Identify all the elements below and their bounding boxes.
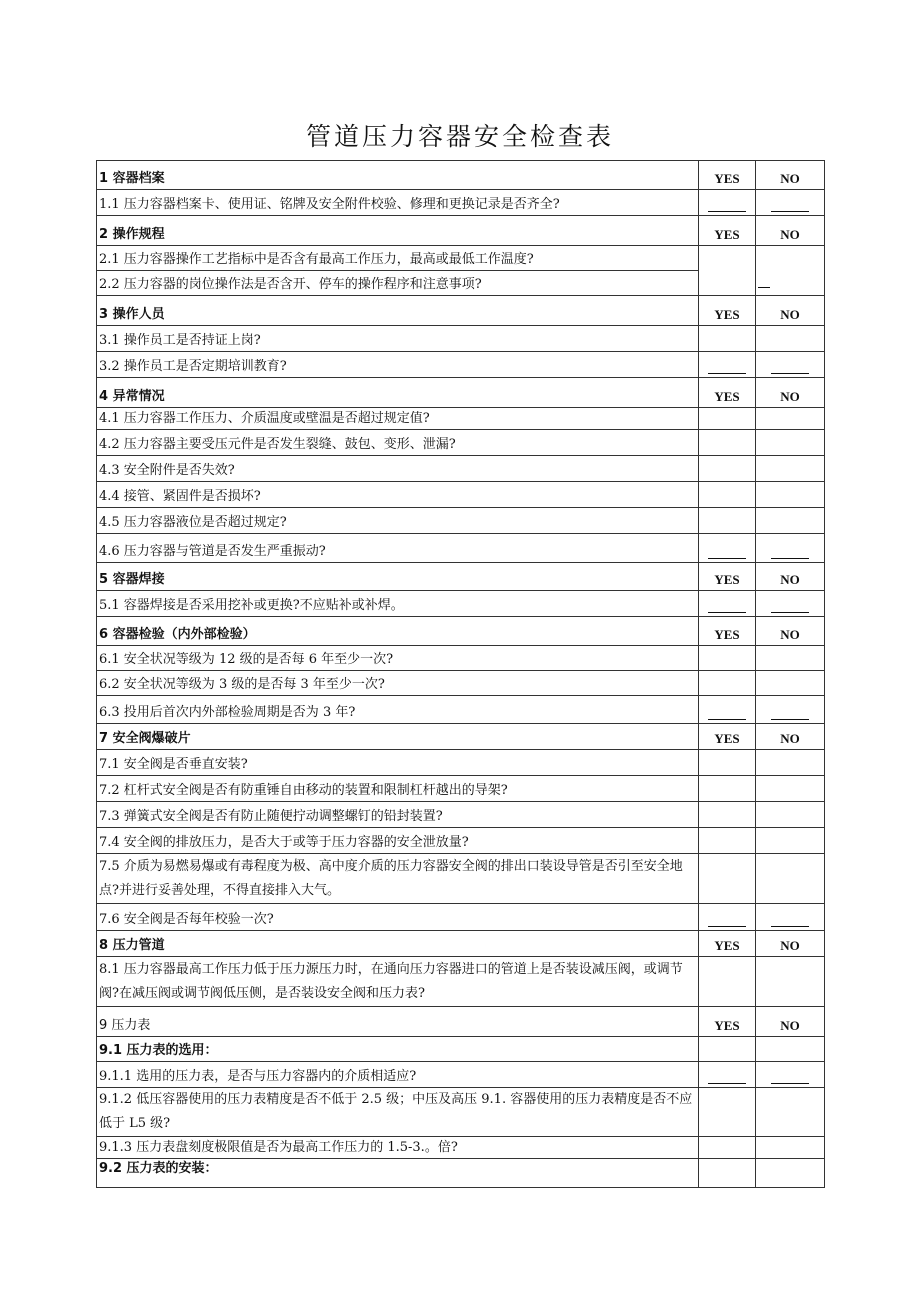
question-text: 7.6 安全阀是否每年校验一次?	[97, 904, 699, 931]
no-answer-cell[interactable]	[756, 750, 825, 776]
question-row	[97, 190, 825, 216]
question-row	[97, 430, 825, 456]
no-answer-cell[interactable]	[756, 591, 825, 617]
no-answer-cell[interactable]	[756, 854, 825, 904]
section-title: 9 压力表	[97, 1007, 699, 1037]
section-title: 7 安全阀爆破片	[97, 724, 699, 750]
question-text: 8.1 压力容器最高工作压力低于压力源压力时，在通向压力容器进口的管道上是否装设减压阀，或调节阀?在减压阀或调节阀低压侧，是否装设安全阀和压力表?	[97, 957, 699, 1007]
question-row	[97, 591, 825, 617]
subsection-title: 9.1 压力表的选用：	[97, 1037, 699, 1062]
answer-blank	[708, 718, 746, 720]
section-header-6	[97, 617, 825, 646]
no-label: NO	[756, 617, 825, 646]
checklist-table	[96, 160, 825, 1188]
no-label: NO	[756, 296, 825, 326]
yes-answer-cell[interactable]	[699, 750, 756, 776]
section-header-9	[97, 1007, 825, 1037]
question-text: 4.3 安全附件是否失效?	[97, 456, 699, 482]
question-row	[97, 904, 825, 931]
yes-answer-cell[interactable]	[699, 534, 756, 563]
subsection-row	[97, 1159, 825, 1188]
document-title: 管道压力容器安全检查表	[305, 122, 614, 151]
section-title: 6 容器检验（内外部检验）	[97, 617, 699, 646]
no-answer-cell[interactable]	[756, 1137, 825, 1159]
no-answer-cell[interactable]	[756, 352, 825, 378]
no-answer-cell[interactable]	[756, 646, 825, 671]
answer-mark	[758, 286, 770, 288]
question-row	[97, 456, 825, 482]
question-row	[97, 1062, 825, 1088]
no-answer-cell[interactable]	[756, 408, 825, 430]
yes-answer-cell[interactable]	[699, 776, 756, 802]
yes-label: YES	[699, 1007, 756, 1037]
yes-answer-cell[interactable]	[699, 646, 756, 671]
section-header-2	[97, 216, 825, 246]
question-row	[97, 246, 825, 271]
yes-answer-cell[interactable]	[699, 802, 756, 828]
yes-label: YES	[699, 563, 756, 591]
no-answer-cell[interactable]	[756, 828, 825, 854]
no-answer-cell[interactable]	[756, 1037, 825, 1062]
yes-answer-cell[interactable]	[699, 430, 756, 456]
answer-blank	[708, 557, 746, 559]
question-text: 7.3 弹簧式安全阀是否有防止随便拧动调整螺钉的铅封装置?	[97, 802, 699, 828]
question-text: 7.5 介质为易燃易爆或有毒程度为极、高中度介质的压力容器安全阀的排出口装设导管是否引至安全地点?并进行妥善处理，不得直接排入大气。	[97, 854, 699, 904]
answer-blank	[708, 372, 746, 374]
yes-label: YES	[699, 378, 756, 408]
yes-label: YES	[699, 617, 756, 646]
section-header-5	[97, 563, 825, 591]
question-text: 4.4 接管、紧固件是否损坏?	[97, 482, 699, 508]
answer-blank	[708, 925, 746, 927]
question-row	[97, 326, 825, 352]
no-answer-cell[interactable]	[756, 776, 825, 802]
answer-blank	[708, 611, 746, 613]
no-answer-cell[interactable]	[756, 326, 825, 352]
yes-answer-cell[interactable]	[699, 482, 756, 508]
no-label: NO	[756, 724, 825, 750]
no-answer-cell[interactable]	[756, 534, 825, 563]
no-answer-cell[interactable]	[756, 246, 825, 296]
yes-label: YES	[699, 161, 756, 190]
question-row	[97, 482, 825, 508]
section-header-7	[97, 724, 825, 750]
question-text: 6.3 投用后首次内外部检验周期是否为 3 年?	[97, 696, 699, 724]
answer-blank	[771, 557, 809, 559]
answer-blank	[771, 1082, 809, 1084]
subsection-row	[97, 1037, 825, 1062]
question-text: 4.5 压力容器液位是否超过规定?	[97, 508, 699, 534]
no-answer-cell[interactable]	[756, 1159, 825, 1188]
yes-answer-cell[interactable]	[699, 1062, 756, 1088]
question-text: 7.4 安全阀的排放压力，是否大于或等于压力容器的安全泄放量?	[97, 828, 699, 854]
no-answer-cell[interactable]	[756, 508, 825, 534]
no-answer-cell[interactable]	[756, 671, 825, 696]
question-text: 7.2 杠杆式安全阀是否有防重锤自由移动的装置和限制杠杆越出的导架?	[97, 776, 699, 802]
yes-answer-cell[interactable]	[699, 1159, 756, 1188]
answer-blank	[771, 925, 809, 927]
question-text: 2.1 压力容器操作工艺指标中是否含有最高工作压力，最高或最低工作温度?	[97, 246, 699, 271]
question-text: 5.1 容器焊接是否采用挖补或更换?不应贴补或补焊。	[97, 591, 699, 617]
yes-answer-cell[interactable]	[699, 190, 756, 216]
yes-answer-cell[interactable]	[699, 508, 756, 534]
question-text: 4.2 压力容器主要受压元件是否发生裂缝、鼓包、变形、泄漏?	[97, 430, 699, 456]
question-row	[97, 1137, 825, 1159]
section-title: 5 容器焊接	[97, 563, 699, 591]
no-answer-cell[interactable]	[756, 430, 825, 456]
question-text: 1.1 压力容器档案卡、使用证、铭牌及安全附件校验、修理和更换记录是否齐全?	[97, 190, 699, 216]
question-text: 3.2 操作员工是否定期培训教育?	[97, 352, 699, 378]
answer-blank	[771, 372, 809, 374]
no-label: NO	[756, 216, 825, 246]
question-row	[97, 828, 825, 854]
yes-label: YES	[699, 724, 756, 750]
question-text: 2.2 压力容器的岗位操作法是否含开、停车的操作程序和注意事项?	[97, 271, 699, 296]
yes-answer-cell[interactable]	[699, 326, 756, 352]
question-row	[97, 776, 825, 802]
yes-answer-cell[interactable]	[699, 1088, 756, 1137]
question-row	[97, 646, 825, 671]
no-label: NO	[756, 1007, 825, 1037]
yes-answer-cell[interactable]	[699, 957, 756, 1007]
no-answer-cell[interactable]	[756, 696, 825, 724]
no-answer-cell[interactable]	[756, 482, 825, 508]
section-title: 4 异常情况	[97, 378, 699, 408]
question-row	[97, 671, 825, 696]
question-text: 4.6 压力容器与管道是否发生严重振动?	[97, 534, 699, 563]
yes-answer-cell[interactable]	[699, 696, 756, 724]
question-row	[97, 508, 825, 534]
section-header-3	[97, 296, 825, 326]
question-text: 6.1 安全状况等级为 12 级的是否每 6 年至少一次?	[97, 646, 699, 671]
question-row	[97, 352, 825, 378]
no-answer-cell[interactable]	[756, 904, 825, 931]
no-label: NO	[756, 931, 825, 957]
subsection-title: 9.2 压力表的安装：	[97, 1159, 699, 1188]
yes-answer-cell[interactable]	[699, 828, 756, 854]
question-row	[97, 408, 825, 430]
section-header-4	[97, 378, 825, 408]
yes-label: YES	[699, 931, 756, 957]
yes-answer-cell[interactable]	[699, 904, 756, 931]
yes-answer-cell[interactable]	[699, 591, 756, 617]
section-header-8	[97, 931, 825, 957]
no-answer-cell[interactable]	[756, 957, 825, 1007]
yes-answer-cell[interactable]	[699, 671, 756, 696]
question-text: 7.1 安全阀是否垂直安装?	[97, 750, 699, 776]
question-row	[97, 534, 825, 563]
question-row	[97, 957, 825, 1007]
yes-answer-cell[interactable]	[699, 352, 756, 378]
answer-blank	[771, 718, 809, 720]
no-label: NO	[756, 563, 825, 591]
section-title: 2 操作规程	[97, 216, 699, 246]
yes-answer-cell[interactable]	[699, 456, 756, 482]
answer-blank	[708, 1082, 746, 1084]
yes-answer-cell[interactable]	[699, 246, 756, 296]
question-text: 9.1.2 低压容器使用的压力表精度是否不低于 2.5 级；中压及高压 9.1. 容器使用的压力表精度是否不应低于 L5 级?	[97, 1088, 699, 1137]
no-label: NO	[756, 378, 825, 408]
yes-answer-cell[interactable]	[699, 408, 756, 430]
answer-blank	[771, 210, 809, 212]
question-text: 3.1 操作员工是否持证上岗?	[97, 326, 699, 352]
section-title: 3 操作人员	[97, 296, 699, 326]
no-answer-cell[interactable]	[756, 1062, 825, 1088]
yes-answer-cell[interactable]	[699, 1137, 756, 1159]
no-answer-cell[interactable]	[756, 190, 825, 216]
answer-blank	[708, 210, 746, 212]
question-row	[97, 802, 825, 828]
no-answer-cell[interactable]	[756, 456, 825, 482]
section-title: 1 容器档案	[97, 161, 699, 190]
no-answer-cell[interactable]	[756, 802, 825, 828]
question-row	[97, 750, 825, 776]
answer-blank	[771, 611, 809, 613]
section-title: 8 压力管道	[97, 931, 699, 957]
question-row	[97, 1088, 825, 1137]
yes-label: YES	[699, 296, 756, 326]
question-row	[97, 854, 825, 904]
yes-label: YES	[699, 216, 756, 246]
yes-answer-cell[interactable]	[699, 854, 756, 904]
question-text: 4.1 压力容器工作压力、介质温度或壁温是否超过规定值?	[97, 408, 699, 430]
question-text: 6.2 安全状况等级为 3 级的是否每 3 年至少一次?	[97, 671, 699, 696]
question-text: 9.1.3 压力表盘刻度极限值是否为最高工作压力的 1.5-3.。倍?	[97, 1137, 699, 1159]
question-row	[97, 696, 825, 724]
no-label: NO	[756, 161, 825, 190]
no-answer-cell[interactable]	[756, 1088, 825, 1137]
question-text: 9.1.1 选用的压力表，是否与压力容器内的介质相适应?	[97, 1062, 699, 1088]
section-header-1	[97, 161, 825, 190]
yes-answer-cell[interactable]	[699, 1037, 756, 1062]
